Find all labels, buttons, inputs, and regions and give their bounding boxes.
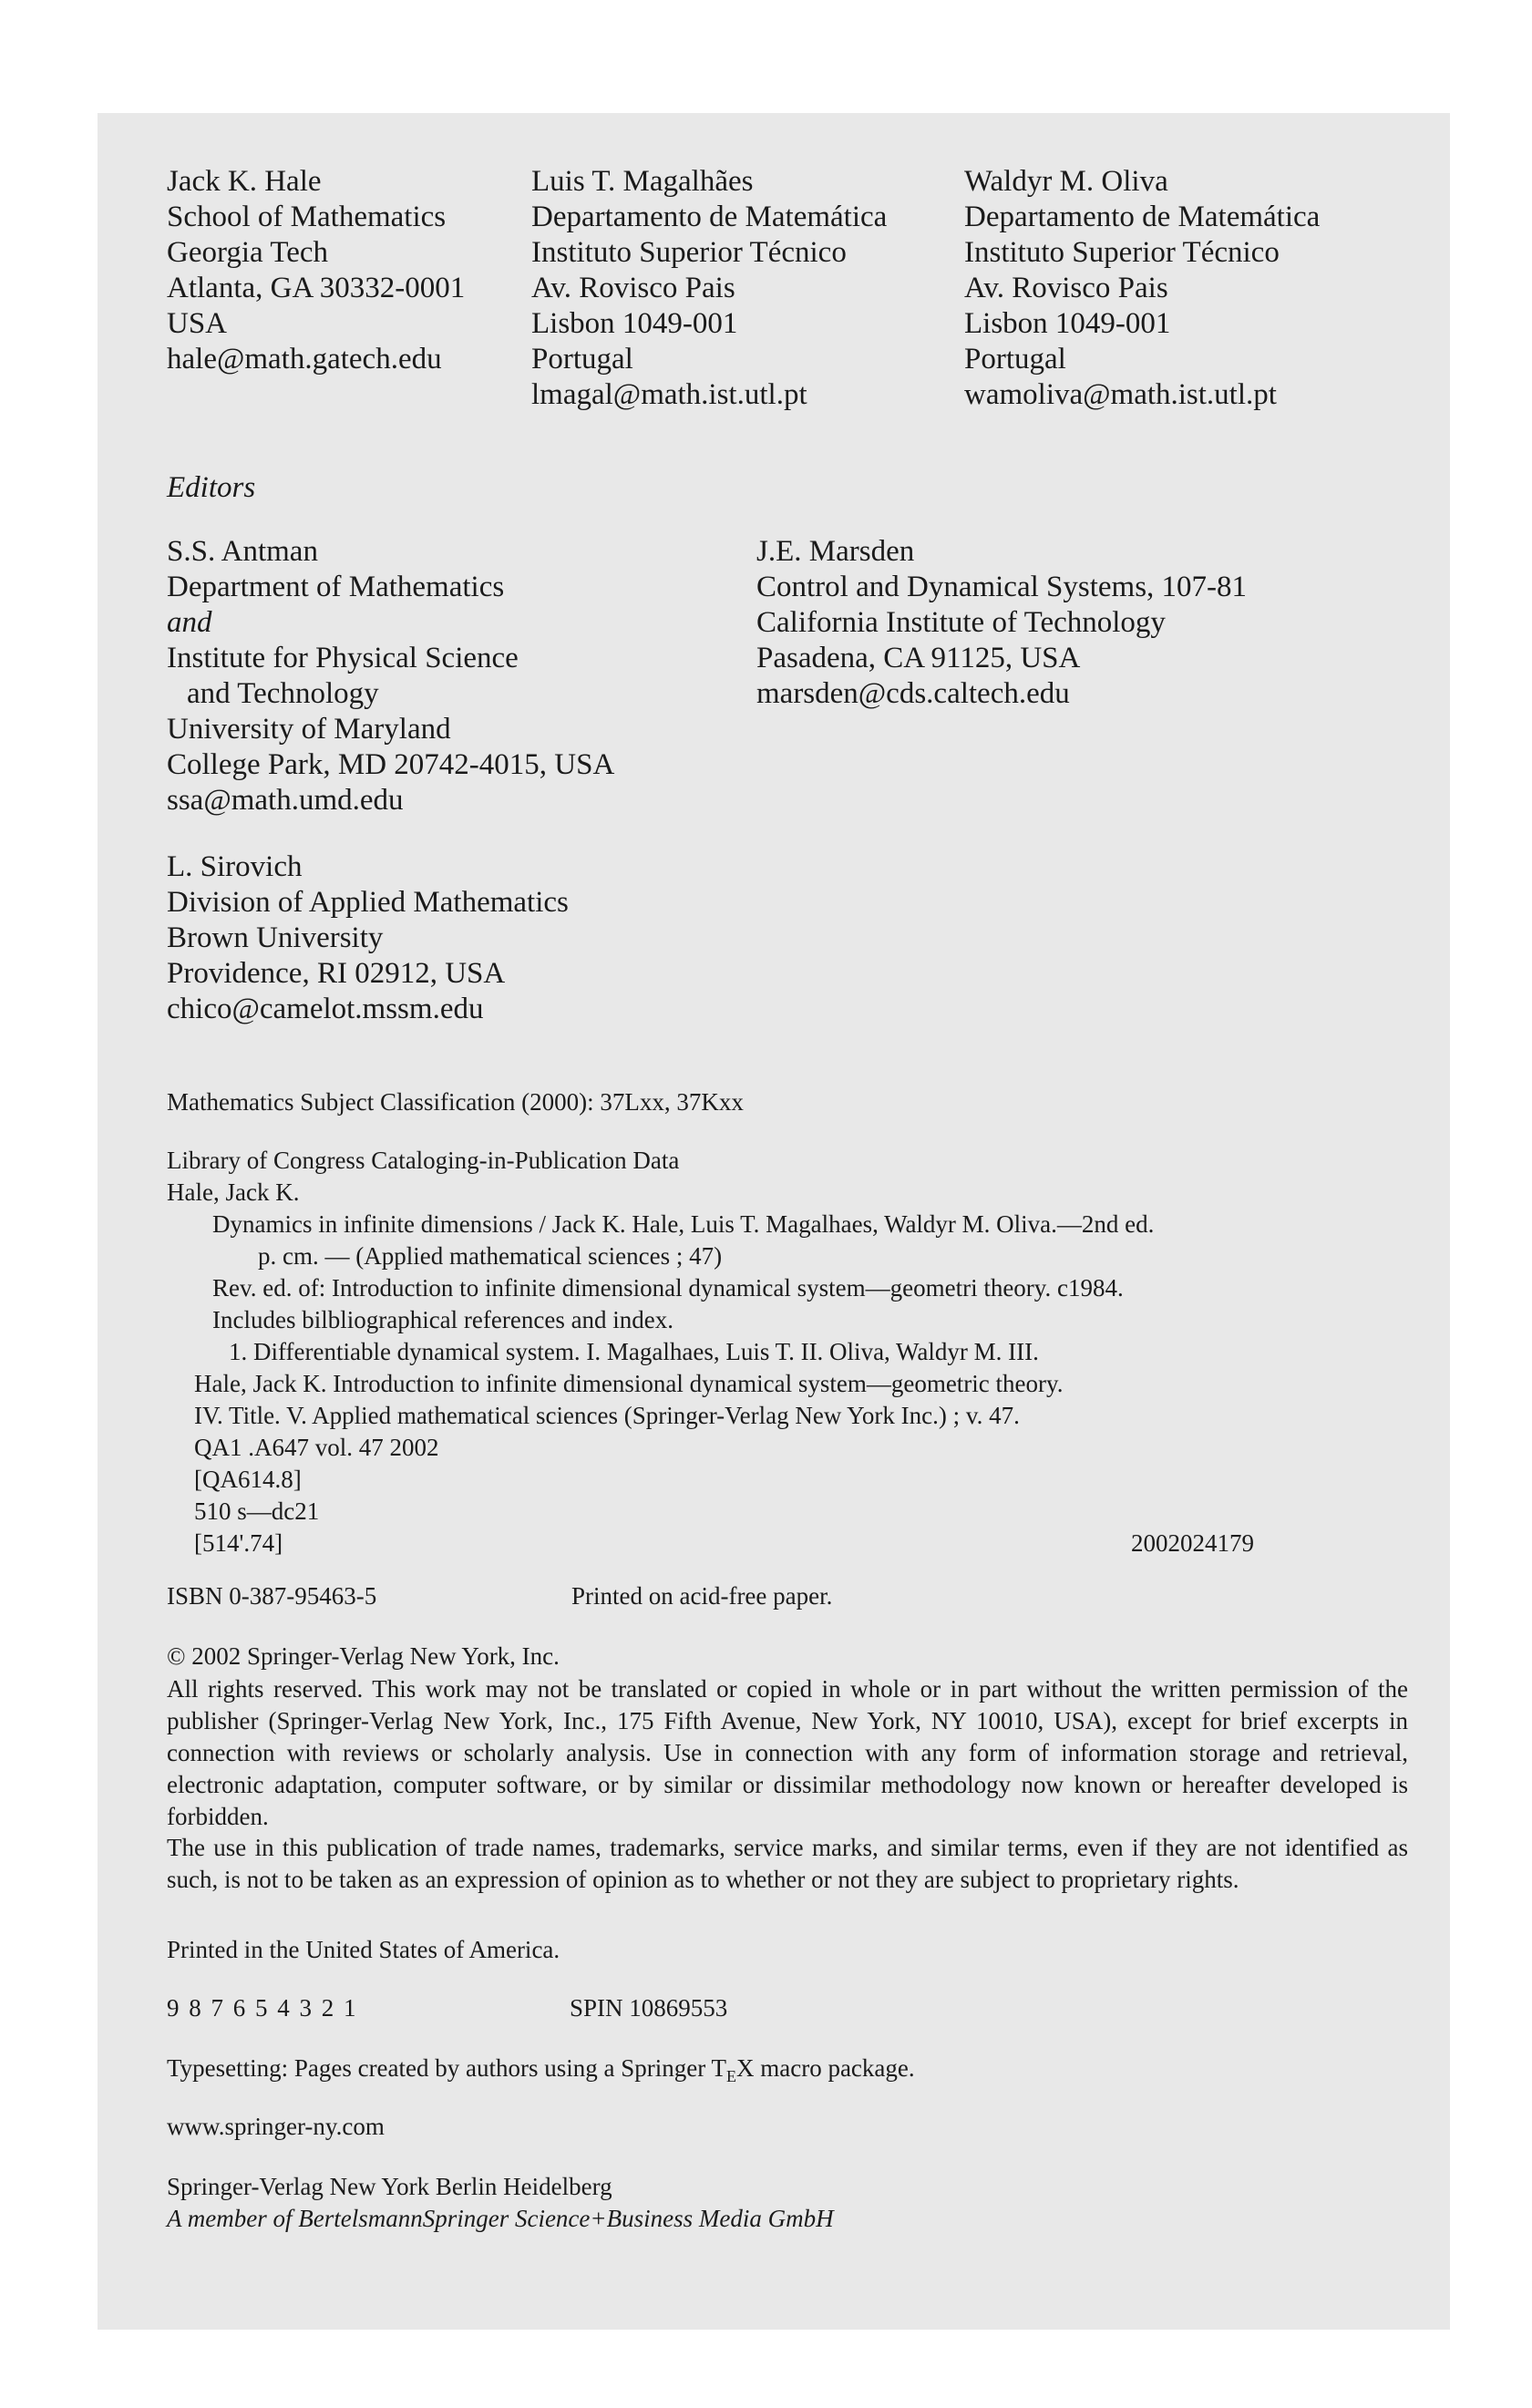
cip-call-number: [514'.74] [194, 1529, 283, 1557]
editor-line: J.E. Marsden [756, 535, 915, 568]
author-block-magalhaes [531, 164, 887, 413]
author-line: Departamento de Matemática [964, 201, 1321, 233]
cip-includes: Includes bilbliographical references and index. [212, 1306, 674, 1333]
cip-subjects: IV. Title. V. Applied mathematical sciences (Springer-Verlag New York Inc.) ; v. 47. [194, 1402, 1020, 1429]
author-line: School of Mathematics [167, 201, 447, 233]
subject-classification: Mathematics Subject Classification (2000): 37Lxx, 37Kxx [167, 1088, 744, 1116]
publisher-member-line: A member of BertelsmannSpringer Science+Business Media GmbH [167, 2205, 834, 2232]
editor-block-marsden [756, 534, 1247, 712]
editor-line: Institute for Physical Science [167, 642, 519, 674]
printing-numbers: 9 8 7 6 5 4 3 2 1 [167, 1994, 358, 2022]
editor-line: California Institute of Technology [756, 606, 1166, 639]
editor-line: Providence, RI 02912, USA [167, 957, 506, 990]
publisher-cities: Springer-Verlag New York Berlin Heidelberg [167, 2173, 612, 2200]
cip-physical: p. cm. — (Applied mathematical sciences ; 47) [258, 1242, 723, 1270]
author-line: Georgia Tech [167, 236, 328, 269]
author-email: lmagal@math.ist.utl.pt [531, 378, 807, 411]
author-line: Departamento de Matemática [531, 201, 888, 233]
cip-block [167, 1145, 1388, 1559]
editors-heading: Editors [167, 471, 256, 504]
editor-line: Brown University [167, 921, 384, 954]
author-line: USA [167, 307, 228, 340]
author-line: Lisbon 1049-001 [964, 307, 1171, 340]
editor-line: S.S. Antman [167, 535, 318, 568]
author-line: Waldyr M. Oliva [964, 165, 1168, 198]
editor-block-sirovich [167, 849, 569, 1027]
printed-in: Printed in the United States of America. [167, 1936, 560, 1963]
lccn: 2002024179 [1131, 1529, 1254, 1557]
author-line: Lisbon 1049-001 [531, 307, 738, 340]
editor-email: chico@camelot.mssm.edu [167, 993, 484, 1025]
editor-line: Department of Mathematics [167, 571, 505, 603]
acid-free-note: Printed on acid-free paper. [571, 1582, 833, 1610]
typesetting-note [167, 2053, 915, 2093]
cip-subjects: 1. Differentiable dynamical system. I. Magalhaes, Luis T. II. Oliva, Waldyr M. III. [229, 1338, 1039, 1365]
cip-heading: Library of Congress Cataloging-in-Publication Data [167, 1147, 680, 1174]
editor-line: L. Sirovich [167, 850, 303, 883]
website-url: www.springer-ny.com [167, 2113, 385, 2140]
editor-line: Division of Applied Mathematics [167, 886, 569, 919]
copyright-line: © 2002 Springer-Verlag New York, Inc. [167, 1642, 560, 1670]
author-line: Portugal [964, 343, 1066, 376]
editor-line: Pasadena, CA 91125, USA [756, 642, 1081, 674]
cip-subjects: Hale, Jack K. Introduction to infinite dimensional dynamical system—geometric theory. [194, 1370, 1064, 1397]
author-line: Portugal [531, 343, 633, 376]
editor-line: University of Maryland [167, 713, 451, 746]
copyright-page [98, 113, 1450, 2330]
cip-call-number: [QA614.8] [194, 1466, 302, 1493]
rights-paragraph: All rights reserved. This work may not be translated or copied in whole or in part without the written permission of the publisher (Springer-Verlag New York, Inc., 175 Fifth Avenue, New York, NY 10010, USA), except for brief excerpts in connection with reviews or scholarly analysis. Use in connection with any form of information storage and retrieval, electronic adaptation, computer software, or by similar or dissimilar methodology now known or hereafter developed is forbidden. [167, 1675, 1408, 1830]
cip-author: Hale, Jack K. [167, 1178, 300, 1206]
cip-call-number: QA1 .A647 vol. 47 2002 [194, 1434, 439, 1461]
cip-call-number: 510 s—dc21 [194, 1497, 320, 1525]
author-line: Jack K. Hale [167, 165, 322, 198]
cip-title: Dynamics in infinite dimensions / Jack K. Hale, Luis T. Magalhaes, Waldyr M. Oliva.—2nd ed. [212, 1210, 1155, 1238]
typesetting-text: Typesetting: Pages created by authors using a Springer T [167, 2054, 726, 2082]
author-email: hale@math.gatech.edu [167, 343, 442, 376]
typesetting-tex-subscript: E [725, 2067, 736, 2085]
cip-rev-ed: Rev. ed. of: Introduction to infinite dimensional dynamical system—geometri theory. c1984. [212, 1274, 1124, 1302]
author-block-oliva [964, 164, 1320, 413]
editor-line: Control and Dynamical Systems, 107-81 [756, 571, 1248, 603]
spin-number: SPIN 10869553 [570, 1994, 728, 2022]
author-email: wamoliva@math.ist.utl.pt [964, 378, 1277, 411]
author-line: Av. Rovisco Pais [531, 272, 735, 304]
editor-line: and [167, 606, 212, 639]
author-line: Luis T. Magalhães [531, 165, 754, 198]
author-block-hale [167, 164, 465, 377]
author-line: Instituto Superior Técnico [964, 236, 1280, 269]
typesetting-text-end: X macro package. [735, 2054, 915, 2082]
author-line: Instituto Superior Técnico [531, 236, 847, 269]
editor-block-antman [167, 534, 614, 818]
editor-line: College Park, MD 20742-4015, USA [167, 748, 615, 781]
editor-email: ssa@math.umd.edu [167, 784, 404, 817]
author-line: Av. Rovisco Pais [964, 272, 1168, 304]
editor-email: marsden@cds.caltech.edu [756, 677, 1070, 710]
trademark-paragraph: The use in this publication of trade names, trademarks, service marks, and similar terms, even if they are not identified as such, is not to be taken as an expression of opinion as to whether or not they are subject to proprietary rights. [167, 1834, 1408, 1893]
author-line: Atlanta, GA 30332-0001 [167, 272, 466, 304]
editor-line: and Technology [187, 677, 379, 710]
isbn: ISBN 0-387-95463-5 [167, 1582, 377, 1610]
